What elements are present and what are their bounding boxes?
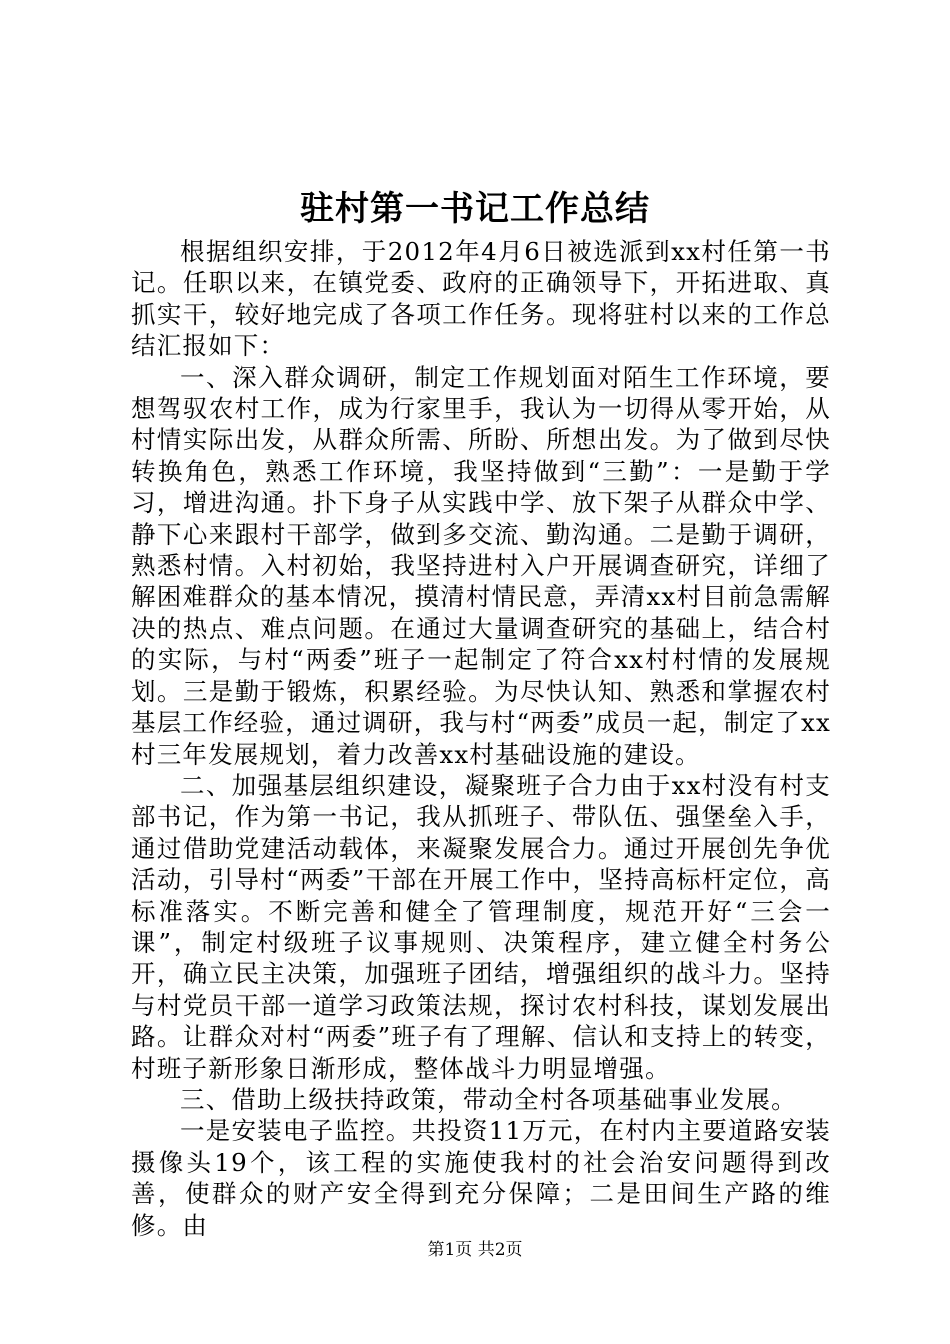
page-number-footer: 第1页 共2页 [427, 1240, 523, 1260]
paragraph-intro: 根据组织安排，于2012年4月6日被选派到xx村任第一书记。任职以来，在镇党委、政府的正确领导下，开拓进取、真抓实干，较好地完成了各项工作任务。现将驻村以来的工作总结汇报如下： [131, 237, 831, 361]
paragraph-section-3: 三、借助上级扶持政策，带动全村各项基础事业发展。 [180, 1084, 797, 1114]
document-title: 驻村第一书记工作总结 [300, 189, 650, 229]
paragraph-section-1: 一、深入群众调研，制定工作规划面对陌生工作环境，要想驾驭农村工作，成为行家里手，我认为一切得从零开始，从村情实际出发，从群众所需、所盼、所想出发。为了做到尽快转换角色，熟悉工作环境，我坚持做到“三勤”：一是勤于学习，增进沟通。扑下身子从实践中学、放下架子从群众中学、静下心来跟村干部学，做到多交流、勤沟通。二是勤于调研，熟悉村情。入村初始，我坚持进村入户开展调查研究，详细了解困难群众的基本情况，摸清村情民意，弄清xx村目前急需解决的热点、难点问题。在通过大量调查研究的基础上，结合村的实际，与村“两委”班子一起制定了符合xx村村情的发展规划。三是勤于锻炼，积累经验。为尽快认知、熟悉和掌握农村基层工作经验，通过调研，我与村“两委”成员一起，制定了xx村三年发展规划，着力改善xx村基础设施的建设。 [131, 362, 831, 769]
document-body [131, 236, 831, 1241]
paragraph-section-2: 二、加强基层组织建设，凝聚班子合力由于xx村没有村支部书记，作为第一书记，我从抓班子、带队伍、强堡垒入手，通过借助党建活动载体，来凝聚发展合力。通过开展创先争优活动，引导村“两委”干部在开展工作中，坚持高标杆定位，高标准落实。不断完善和健全了管理制度，规范开好“三会一课”，制定村级班子议事规则、决策程序，建立健全村务公开，确立民主决策，加强班子团结，增强组织的战斗力。坚持与村党员干部一道学习政策法规，探讨农村科技，谋划发展出路。让群众对村“两委”班子有了理解、信认和支持上的转变，村班子新形象日渐形成，整体战斗力明显增强。 [131, 770, 831, 1083]
paragraph-section-3-detail: 一是安装电子监控。共投资11万元，在村内主要道路安装摄像头19个，该工程的实施使我村的社会治安问题得到改善，使群众的财产安全得到充分保障；二是田间生产路的维修。由 [131, 1116, 831, 1240]
